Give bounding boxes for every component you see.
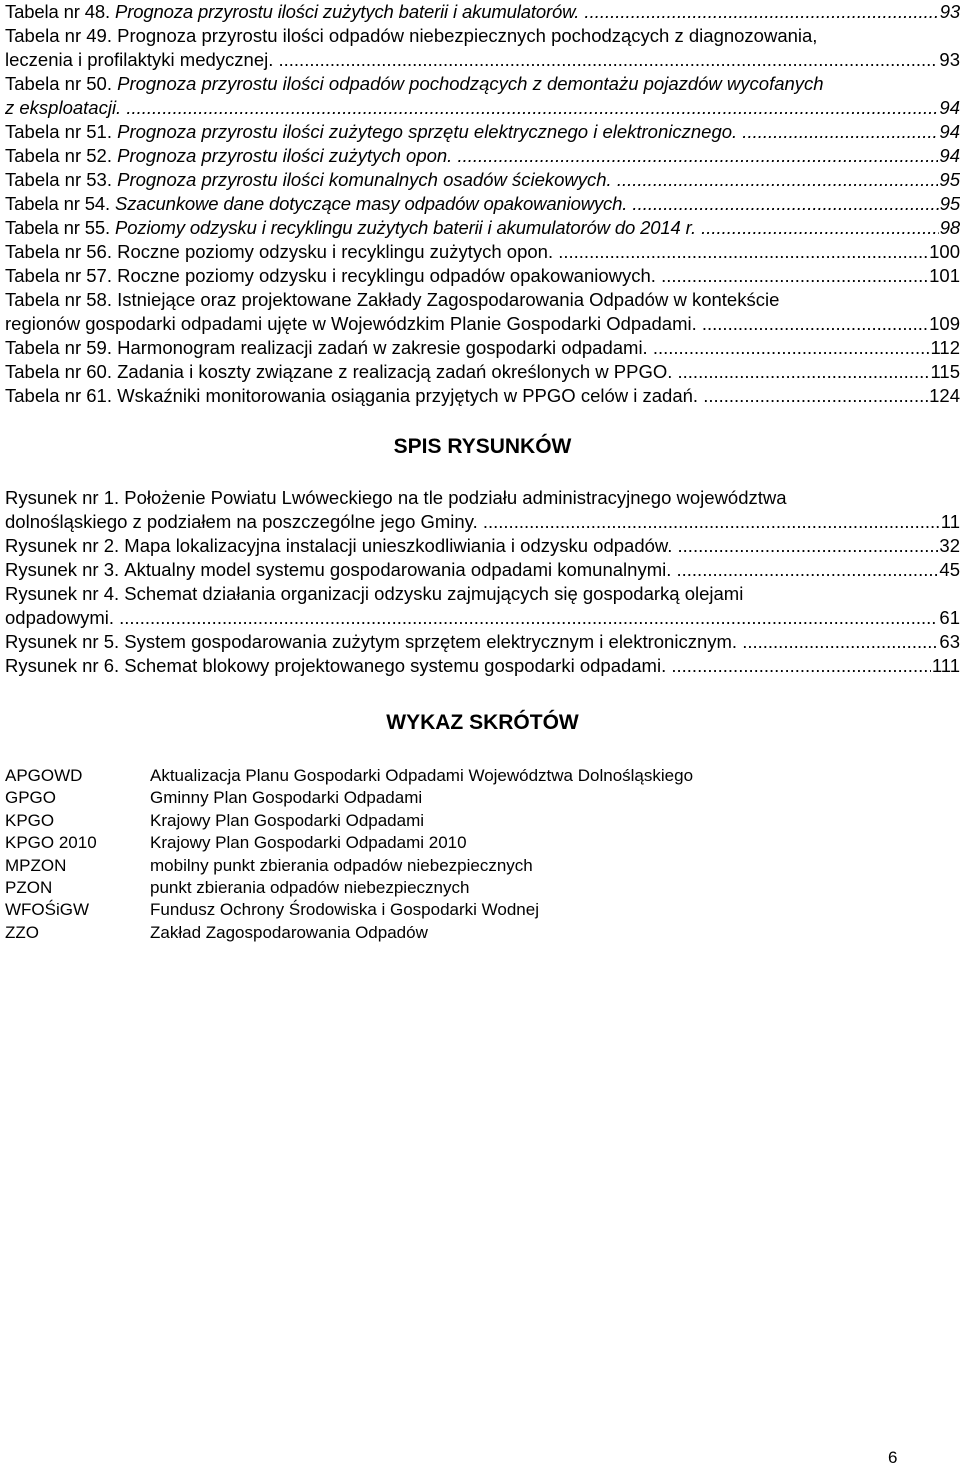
toc-entry-page-number: 109 <box>929 313 960 334</box>
toc-entry-text-line: Szacunkowe dane dotyczące masy odpadów opakowaniowych. ..... <box>115 192 939 216</box>
abbreviation-code: PZON <box>5 878 53 898</box>
abbreviation-code: MPZON <box>5 855 67 875</box>
toc-entry-text-line: Istniejące oraz projektowane Zakłady Zagospodarowania Odpadów w kontekście <box>117 289 780 310</box>
toc-entry-text-line: Wskaźniki monitorowania osiągania przyjętych w PPGO celów i zadań. ..... <box>117 384 928 408</box>
table-toc-entry[interactable] <box>5 168 960 192</box>
table-toc-entry[interactable] <box>5 120 960 144</box>
toc-entry-prefix: Tabela nr 59. <box>5 337 118 358</box>
abbreviation-code: KPGO 2010 <box>5 833 97 853</box>
toc-entry-text-line: Schemat działania organizacji odzysku zajmujących się gospodarką olejami <box>124 583 744 604</box>
table-toc-entry[interactable] <box>5 192 960 216</box>
toc-entry-prefix: Rysunek nr 6. <box>5 655 125 676</box>
abbreviations-section-title: WYKAZ SKRÓTÓW <box>386 711 579 734</box>
abbreviation-row <box>5 765 960 787</box>
abbreviation-row <box>5 787 960 809</box>
abbreviation-code: APGOWD <box>5 766 83 785</box>
abbreviation-row <box>5 810 960 832</box>
abbreviation-description: Fundusz Ochrony Środowiska i Gospodarki Wodnej <box>150 900 539 920</box>
toc-entry-page-number: 98 <box>939 217 960 238</box>
table-toc-entry[interactable] <box>5 384 960 408</box>
abbreviation-row <box>5 832 960 854</box>
toc-entry-page-number: 93 <box>939 49 960 70</box>
toc-entry-page-number: 111 <box>931 655 960 676</box>
abbreviation-description: punkt zbierania odpadów niebezpiecznych <box>150 878 470 898</box>
toc-entry-prefix: Tabela nr 52. <box>5 145 118 166</box>
toc-entry-page-number: 11 <box>940 511 960 532</box>
toc-entry-text-line: Harmonogram realizacji zadań w zakresie gospodarki odpadami. ..... <box>117 336 929 360</box>
table-toc-entry[interactable] <box>5 24 960 72</box>
toc-entry-prefix: Tabela nr 57. <box>5 265 118 286</box>
toc-entry-prefix: Tabela nr 56. <box>5 241 118 262</box>
abbreviation-row <box>5 877 960 899</box>
figures-section-title: SPIS RYSUNKÓW <box>393 435 572 458</box>
toc-entry-text-line: Zadania i koszty związane z realizacją zadań określonych w PPGO. ..... <box>117 360 929 384</box>
toc-entry-prefix: Tabela nr 60. <box>5 361 118 382</box>
table-toc-entry[interactable] <box>5 72 960 120</box>
table-toc-entry[interactable] <box>5 144 960 168</box>
toc-entry-page-number: 124 <box>929 385 960 406</box>
table-toc-entry[interactable] <box>5 288 960 336</box>
figure-toc-entry[interactable] <box>5 582 960 630</box>
toc-entry-page-number: 95 <box>939 169 960 190</box>
toc-entry-page-number: 115 <box>930 361 960 382</box>
toc-entry-prefix: Rysunek nr 4. <box>5 583 125 604</box>
toc-entry-page-number: 61 <box>939 607 960 628</box>
abbreviation-row <box>5 855 960 877</box>
figures-toc-list <box>5 486 960 678</box>
toc-entry-page-number: 94 <box>939 97 960 118</box>
toc-entry-prefix: Rysunek nr 1. <box>5 487 125 508</box>
toc-entry-text-line: z eksploatacji. ..... <box>5 96 938 120</box>
toc-entry-text-line: Prognoza przyrostu ilości komunalnych osadów ściekowych. ..... <box>117 168 938 192</box>
figure-toc-entry[interactable] <box>5 534 960 558</box>
table-toc-entry[interactable] <box>5 216 960 240</box>
toc-entry-prefix: Tabela nr 58. <box>5 289 118 310</box>
toc-entry-prefix: Tabela nr 53. <box>5 169 118 190</box>
toc-entry-page-number: 94 <box>939 145 960 166</box>
abbreviation-description: Zakład Zagospodarowania Odpadów <box>150 922 428 942</box>
toc-entry-text-line: Schemat blokowy projektowanego systemu gospodarki odpadami. ..... <box>124 654 931 678</box>
abbreviation-description: Aktualizacja Planu Gospodarki Odpadami Województwa Dolnośląskiego <box>150 766 694 785</box>
abbreviation-code: WFOŚiGW <box>5 900 90 920</box>
toc-entry-text-line: Prognoza przyrostu ilości zużytego sprzętu elektrycznego i elektronicznego. ..... <box>117 120 938 144</box>
table-toc-entry[interactable] <box>5 264 960 288</box>
toc-entry-page-number: 112 <box>930 337 960 358</box>
toc-entry-text-line: Aktualny model systemu gospodarowania odpadami komunalnymi. ..... <box>124 558 938 582</box>
toc-entry-text-line: leczenia i profilaktyki medycznej. ..... <box>5 48 938 72</box>
abbreviation-code: GPGO <box>5 788 57 808</box>
abbreviation-description: Krajowy Plan Gospodarki Odpadami 2010 <box>150 833 467 853</box>
toc-entry-text-line: System gospodarowania zużytym sprzętem elektrycznym i elektronicznym. ..... <box>124 630 938 654</box>
table-toc-entry[interactable] <box>5 360 960 384</box>
toc-entry-prefix: Tabela nr 55. <box>5 217 116 238</box>
toc-entry-prefix: Tabela nr 48. <box>5 1 116 22</box>
abbreviation-description: Krajowy Plan Gospodarki Odpadami <box>150 810 425 830</box>
figure-toc-entry[interactable] <box>5 558 960 582</box>
abbreviation-description: Gminny Plan Gospodarki Odpadami <box>150 788 423 808</box>
abbreviation-description: mobilny punkt zbierania odpadów niebezpiecznych <box>150 855 533 875</box>
toc-entry-page-number: 94 <box>939 121 960 142</box>
toc-entry-prefix: Rysunek nr 5. <box>5 631 125 652</box>
toc-entry-text-line: dolnośląskiego z podziałem na poszczególne jego Gminy. ..... <box>5 510 940 534</box>
toc-entry-text-line: Położenie Powiatu Lwóweckiego na tle podziału administracyjnego województwa <box>124 487 787 508</box>
toc-entry-text-line: Roczne poziomy odzysku i recyklingu odpadów opakowaniowych. ..... <box>117 264 928 288</box>
toc-entry-page-number: 45 <box>939 559 960 580</box>
abbreviation-row <box>5 899 960 921</box>
document-page <box>5 0 960 944</box>
toc-entry-text-line: Prognoza przyrostu ilości zużytych baterii i akumulatorów. ..... <box>115 0 939 24</box>
toc-entry-prefix: Tabela nr 54. <box>5 193 116 214</box>
toc-entry-text-line: Roczne poziomy odzysku i recyklingu zużytych opon. ..... <box>117 240 928 264</box>
toc-entry-prefix: Tabela nr 49. <box>5 25 118 46</box>
toc-entry-text-line: regionów gospodarki odpadami ujęte w Wojewódzkim Planie Gospodarki Odpadami. ..... <box>5 312 928 336</box>
toc-entry-text-line: Prognoza przyrostu ilości odpadów niebezpiecznych pochodzących z diagnozowania, <box>117 25 818 46</box>
table-toc-entry[interactable] <box>5 0 960 24</box>
figure-toc-entry[interactable] <box>5 654 960 678</box>
toc-entry-page-number: 95 <box>939 193 960 214</box>
page-number: 6 <box>888 1448 898 1467</box>
toc-entry-text-line: Prognoza przyrostu ilości odpadów pochodzących z demontażu pojazdów wycofanych <box>117 73 824 94</box>
toc-entry-prefix: Tabela nr 50. <box>5 73 118 94</box>
abbreviation-row <box>5 922 960 944</box>
toc-entry-page-number: 32 <box>939 535 960 556</box>
toc-entry-text-line: Mapa lokalizacyjna instalacji unieszkodliwiania i odzysku odpadów. ..... <box>124 534 938 558</box>
toc-entry-page-number: 101 <box>929 265 960 286</box>
toc-entry-prefix: Tabela nr 51. <box>5 121 118 142</box>
toc-entry-prefix: Rysunek nr 2. <box>5 535 125 556</box>
abbreviation-code: KPGO <box>5 810 55 830</box>
toc-entry-text-line: odpadowymi. ..... <box>5 606 938 630</box>
tables-toc-list <box>5 0 960 408</box>
figure-toc-entry[interactable] <box>5 486 960 534</box>
table-toc-entry[interactable] <box>5 240 960 264</box>
toc-entry-prefix: Tabela nr 61. <box>5 385 118 406</box>
toc-entry-text-line: Prognoza przyrostu ilości zużytych opon. ..... <box>117 144 938 168</box>
toc-entry-page-number: 100 <box>929 241 960 262</box>
abbreviation-code: ZZO <box>5 922 39 942</box>
toc-entry-page-number: 63 <box>939 631 960 652</box>
toc-entry-page-number: 93 <box>939 1 960 22</box>
figure-toc-entry[interactable] <box>5 630 960 654</box>
table-toc-entry[interactable] <box>5 336 960 360</box>
toc-entry-text-line: Poziomy odzysku i recyklingu zużytych baterii i akumulatorów do 2014 r. ..... <box>115 216 939 240</box>
toc-entry-prefix: Rysunek nr 3. <box>5 559 125 580</box>
abbreviations-list <box>5 765 960 944</box>
